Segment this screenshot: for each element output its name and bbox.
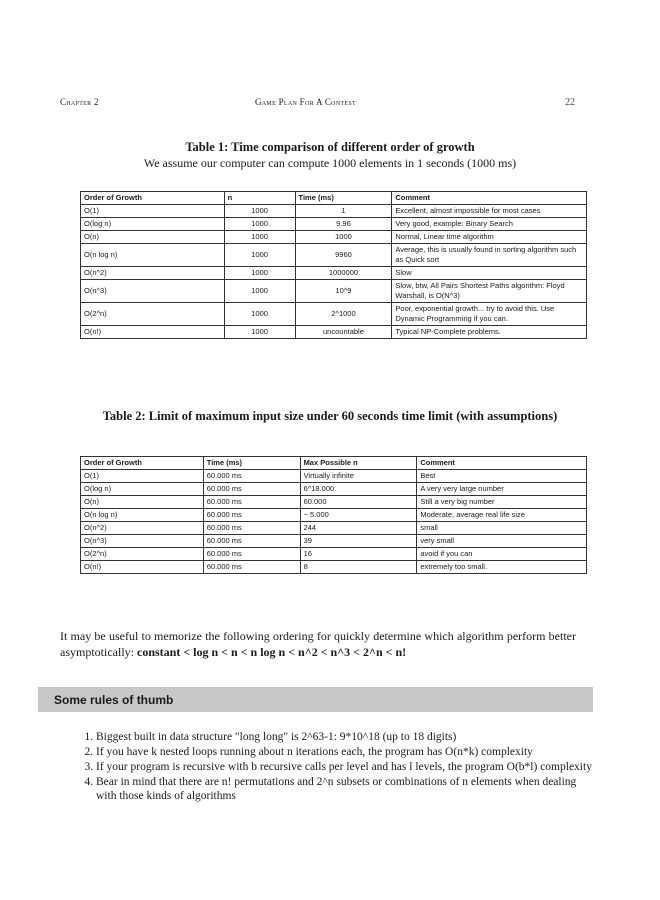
comment-cell: Very good, example: Binary Search — [392, 218, 587, 231]
n-cell: 1000 — [224, 280, 295, 303]
rules-list — [60, 730, 596, 804]
max-n-cell: 6^18.000 — [300, 483, 417, 496]
comment-cell: Slow — [392, 267, 587, 280]
order-cell: O(n^3) — [81, 535, 204, 548]
max-n-cell: 16 — [300, 548, 417, 561]
table1-subtitle: We assume our computer can compute 1000 elements in 1 seconds (1000 ms) — [143, 156, 517, 170]
comment-cell: Still a very big number — [417, 496, 587, 509]
time-cell: 1 — [295, 205, 392, 218]
page-header — [60, 97, 575, 111]
table-row — [81, 470, 587, 483]
time-cell: 60.000 ms — [203, 548, 300, 561]
comment-cell: Normal, Linear time algorithm — [392, 231, 587, 244]
complexity-ordering: constant < log n < n < n log n < n^2 < n^3 < 2^n < n! — [137, 645, 407, 659]
time-cell: 60.000 ms — [203, 535, 300, 548]
n-cell: 1000 — [224, 218, 295, 231]
max-n-cell: 60.000 — [300, 496, 417, 509]
table-header-row — [81, 457, 587, 470]
growth-time-table — [80, 191, 587, 339]
rules-section-heading — [38, 687, 593, 712]
list-item: 2. If you have k nested loops running about n iterations each, the program has O(n*k) complexity — [96, 745, 596, 759]
max-n-cell: 8 — [300, 561, 417, 574]
column-header: Order of Growth — [81, 192, 225, 205]
section-title: Some rules of thumb — [54, 693, 174, 707]
order-cell: O(n^2) — [81, 522, 204, 535]
table-row — [81, 303, 587, 326]
time-cell: 60.000 ms — [203, 522, 300, 535]
order-cell: O(n!) — [81, 561, 204, 574]
table-row — [81, 205, 587, 218]
comment-cell: very small — [417, 535, 587, 548]
list-item: 4. Bear in mind that there are n! permutations and 2^n subsets or combinations of n elements when dealing with those kinds of algorithms — [96, 775, 596, 803]
order-cell: O(n!) — [81, 326, 225, 339]
column-header: Comment — [392, 192, 587, 205]
order-cell: O(n log n) — [81, 244, 225, 267]
comment-cell: extremely too small. — [417, 561, 587, 574]
max-n-cell: Virtually infinite — [300, 470, 417, 483]
list-item: 3. If your program is recursive with b recursive calls per level and has l levels, the program O(b*l) complexity — [96, 760, 596, 774]
comment-cell: Best — [417, 470, 587, 483]
time-cell: 1000 — [295, 231, 392, 244]
table-row — [81, 483, 587, 496]
comment-cell: Excellent, almost impossible for most cases — [392, 205, 587, 218]
order-cell: O(2^n) — [81, 303, 225, 326]
time-cell: 9.96 — [295, 218, 392, 231]
list-item: 1. Biggest built in data structure "long long" is 2^63-1: 9*10^18 (up to 18 digits) — [96, 730, 596, 744]
comment-cell: avoid if you can — [417, 548, 587, 561]
column-header: Time (ms) — [203, 457, 300, 470]
time-cell: uncountable — [295, 326, 392, 339]
column-header: Max Possible n — [300, 457, 417, 470]
table-row — [81, 548, 587, 561]
table-row — [81, 535, 587, 548]
paragraph-text: It may be useful to memorize the following ordering for quickly determine which algorithm perform better asymptotically: — [60, 629, 576, 659]
max-n-cell: 244 — [300, 522, 417, 535]
comment-cell: Slow, btw, All Pairs Shortest Paths algorithm: Floyd Warshall, is O(N^3) — [392, 280, 587, 303]
running-title: Game Plan For A Contest — [255, 97, 356, 107]
n-cell: 1000 — [224, 267, 295, 280]
input-limit-table — [80, 456, 587, 574]
order-cell: O(n) — [81, 496, 204, 509]
n-cell: 1000 — [224, 205, 295, 218]
comment-cell: Poor, exponential growth... try to avoid this. Use Dynamic Programming if you can. — [392, 303, 587, 326]
table-row — [81, 496, 587, 509]
table-row — [81, 218, 587, 231]
order-cell: O(n^2) — [81, 267, 225, 280]
table-row — [81, 522, 587, 535]
comment-cell: Average, this is usually found in sorting algorithm such as Quick sort — [392, 244, 587, 267]
table-row — [81, 267, 587, 280]
table-header-row — [81, 192, 587, 205]
page-number: 22 — [565, 97, 575, 108]
table-row — [81, 561, 587, 574]
column-header: Time (ms) — [295, 192, 392, 205]
time-cell: 60.000 ms — [203, 483, 300, 496]
table-row — [81, 231, 587, 244]
ordering-paragraph — [60, 628, 576, 660]
comment-cell: A very very large number — [417, 483, 587, 496]
order-cell: O(log n) — [81, 483, 204, 496]
order-cell: O(n log n) — [81, 509, 204, 522]
time-cell: 1000000 — [295, 267, 392, 280]
table-row — [81, 509, 587, 522]
table1-title: Table 1: Time comparison of different order of growth — [185, 140, 475, 154]
time-cell: 60.000 ms — [203, 496, 300, 509]
order-cell: O(1) — [81, 205, 225, 218]
table-row — [81, 244, 587, 267]
time-cell: 2^1000 — [295, 303, 392, 326]
order-cell: O(n^3) — [81, 280, 225, 303]
order-cell: O(n) — [81, 231, 225, 244]
time-cell: 60.000 ms — [203, 470, 300, 483]
column-header: Comment — [417, 457, 587, 470]
column-header: Order of Growth — [81, 457, 204, 470]
n-cell: 1000 — [224, 326, 295, 339]
n-cell: 1000 — [224, 231, 295, 244]
comment-cell: small — [417, 522, 587, 535]
max-n-cell: 39 — [300, 535, 417, 548]
comment-cell: Moderate, average real life size — [417, 509, 587, 522]
order-cell: O(2^n) — [81, 548, 204, 561]
time-cell: 10^9 — [295, 280, 392, 303]
table-row — [81, 280, 587, 303]
column-header: n — [224, 192, 295, 205]
order-cell: O(log n) — [81, 218, 225, 231]
time-cell: 9960 — [295, 244, 392, 267]
n-cell: 1000 — [224, 303, 295, 326]
time-cell: 60.000 ms — [203, 509, 300, 522]
table2-title: Table 2: Limit of maximum input size under 60 seconds time limit (with assumptions) — [102, 409, 558, 423]
chapter-label: Chapter 2 — [60, 97, 99, 107]
order-cell: O(1) — [81, 470, 204, 483]
comment-cell: Typical NP-Complete problems. — [392, 326, 587, 339]
time-cell: 60.000 ms — [203, 561, 300, 574]
table-row — [81, 326, 587, 339]
n-cell: 1000 — [224, 244, 295, 267]
max-n-cell: ~ 5.000 — [300, 509, 417, 522]
